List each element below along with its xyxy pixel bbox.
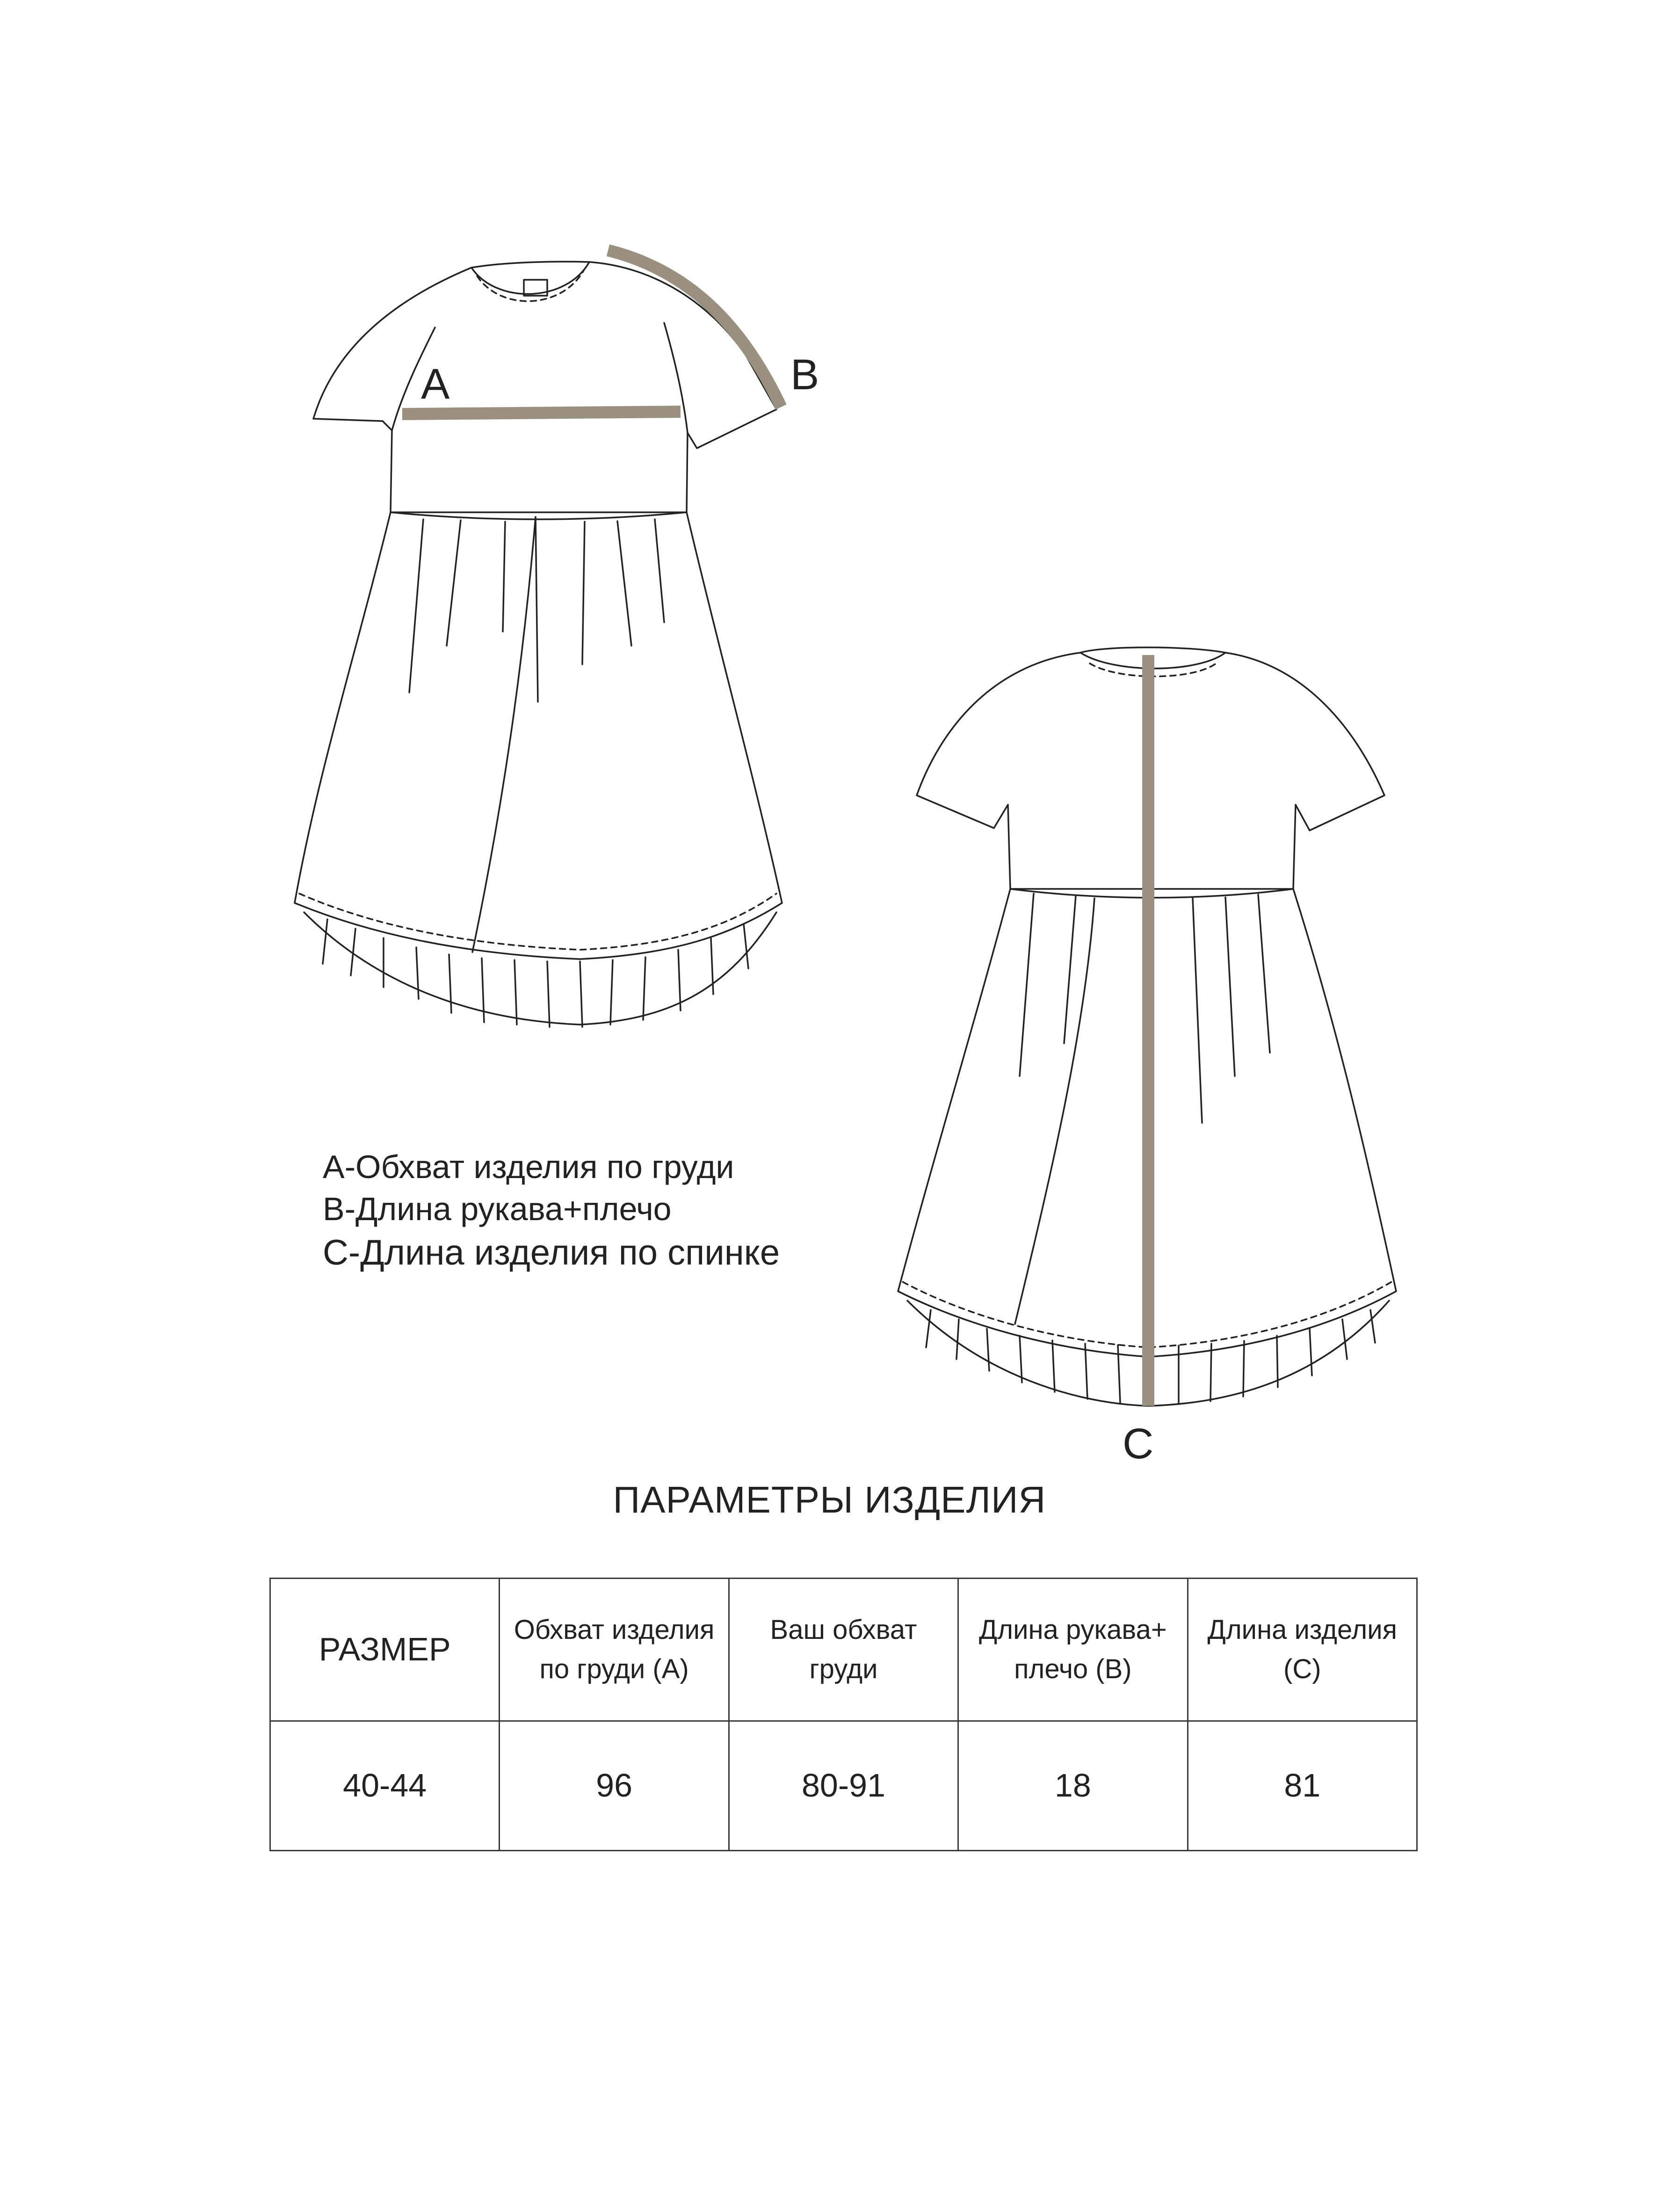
measurement-legend — [323, 1146, 780, 1275]
legend-line-c: C-Длина изделия по спинке — [323, 1233, 780, 1273]
header-size: РАЗМЕР — [270, 1579, 500, 1721]
size-table — [269, 1578, 1418, 1851]
back-dress — [898, 648, 1396, 1406]
label-b: B — [790, 351, 819, 399]
legend-line-a: A-Обхват изделия по груди — [323, 1149, 734, 1185]
label-a: A — [421, 360, 450, 408]
header-garment-length: Длина изделия (С) — [1188, 1579, 1417, 1721]
header-chest-garment: Обхват изделия по груди (А) — [500, 1579, 729, 1721]
cell-sleeve-length: 18 — [958, 1721, 1188, 1851]
header-sleeve-length: Длина рукава+ плечо (В) — [958, 1579, 1188, 1721]
cell-size: 40-44 — [270, 1721, 500, 1851]
front-dress — [295, 250, 782, 1027]
label-c: C — [1123, 1420, 1154, 1468]
table-row — [270, 1721, 1417, 1851]
legend-line-b: B-Длина рукава+плечо — [323, 1190, 672, 1227]
cell-chest-garment: 96 — [500, 1721, 729, 1851]
header-chest-yours: Ваш обхват груди — [729, 1579, 958, 1721]
table-header-row — [270, 1579, 1417, 1721]
cell-garment-length: 81 — [1188, 1721, 1417, 1851]
table-heading: ПАРАМЕТРЫ ИЗДЕЛИЯ — [613, 1479, 1046, 1521]
cell-chest-yours: 80-91 — [729, 1721, 958, 1851]
